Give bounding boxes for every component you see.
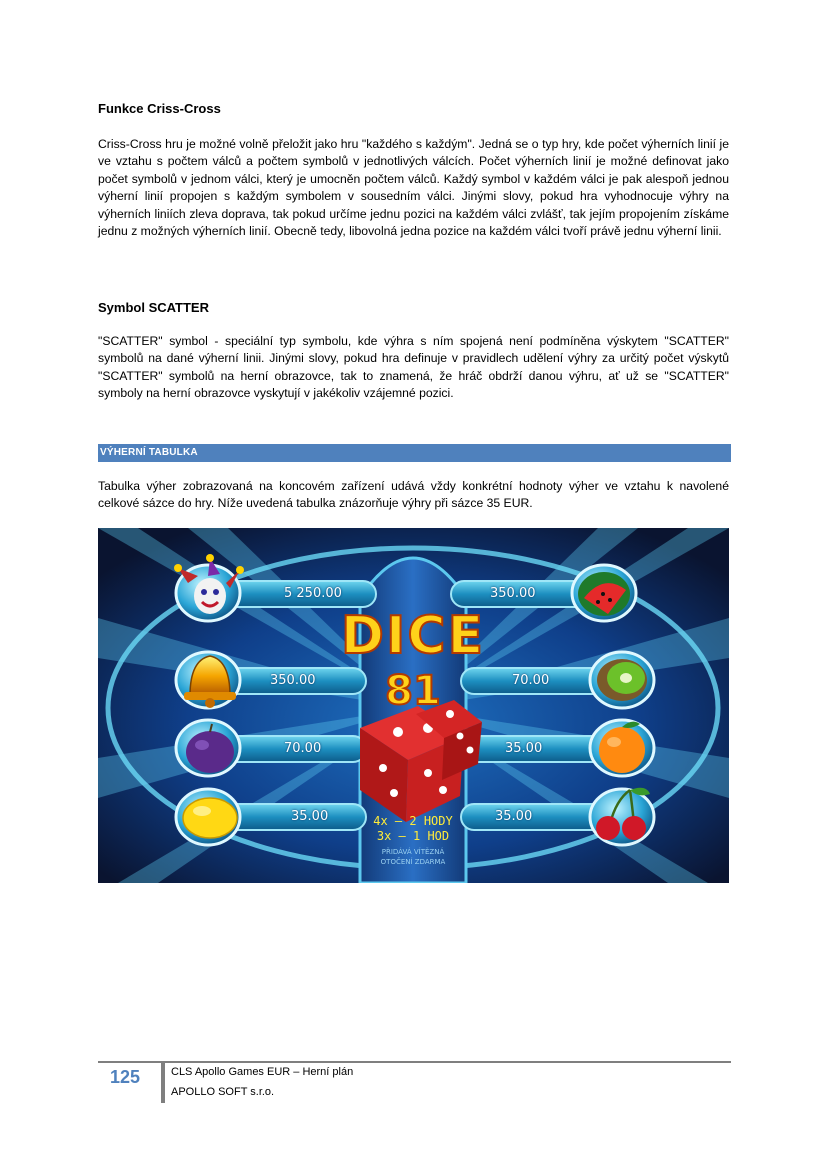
value-cherries: 35.00: [495, 809, 533, 824]
footer-title: CLS Apollo Games EUR – Herní plán: [171, 1066, 354, 1078]
value-lemon: 35.00: [291, 809, 329, 824]
heading-scatter: Symbol SCATTER: [98, 300, 209, 315]
watermelon-icon: [578, 572, 630, 616]
bonus-note-1: PŘIDÁVÁ VÍTĚZNÁ: [381, 848, 445, 856]
paragraph-criss-cross: Criss-Cross hru je možné volně přeložit jako hru "každého s každým". Jedná se o typ hry, kde počet výherních linií je ve vztahu s počtem válců a počtem symbolů v jednotlivých válcích. Počet výherních linií je možné definovat jako počet symbolů v jednom válci, který je umocněn počtem válců. Každý symbol v každém válci je pak alespoň jednou výherní linií propojen s každým symbolem v sousedním válci. Jinými slovy, pokud hra vyhodnocuje výhry na výherních liniích zleva doprava, tak pokud určíme jednu pozici na každém válci zvlášť, tak jejím propojením získáme jednu z možných výherních linií. Obecně tedy, libovolná jedna pozice na každém válci tvoří právě jednu výherní linii.: [98, 137, 729, 239]
bonus-line-2: 3x — 1 HOD: [376, 829, 450, 843]
section-band-paytable: [98, 444, 731, 462]
section-band-title: VÝHERNÍ TABULKA: [100, 447, 198, 458]
paytable-image: [98, 528, 729, 883]
bonus-line-1: 4x — 2 HODY: [373, 814, 453, 828]
kiwi-icon: [597, 659, 647, 701]
value-plum: 70.00: [284, 741, 322, 756]
lemon-icon: [183, 798, 237, 838]
value-orange: 35.00: [505, 741, 543, 756]
game-logo-dice: DICE: [340, 606, 486, 666]
page-number: 125: [110, 1067, 141, 1087]
footer-rule: [98, 1061, 731, 1063]
paragraph-scatter: "SCATTER" symbol - speciální typ symbolu, kde výhra s ním spojená není podmíněna výskytem "SCATTER" symbolů na dané výherní linii. Jinými slovy, pokud hra definuje v pravidlech udělení výhry za určitý počet výskytů "SCATTER" symbolů na herní obrazovce, tak to znamená, že hráč obdrží danou výhru, ať už se "SCATTER" symboly na herní obrazovce vyskytují v jakékoliv vzájemné pozici.: [98, 334, 729, 401]
value-joker: 5 250.00: [284, 586, 342, 601]
footer-company: APOLLO SOFT s.r.o.: [171, 1086, 275, 1098]
game-logo-81: 81: [385, 668, 441, 714]
value-bell: 350.00: [270, 673, 316, 688]
value-watermelon: 350.00: [490, 586, 536, 601]
value-kiwi: 70.00: [512, 673, 550, 688]
footer-divider: [161, 1063, 165, 1103]
paragraph-paytable: Tabulka výher zobrazovaná na koncovém zařízení udává vždy konkrétní hodnoty výher ve vztahu k navolené celkové sázce do hry. Níže uvedená tabulka znázorňuje výhry při sázce 35 EUR.: [98, 479, 729, 511]
heading-criss-cross: Funkce Criss-Cross: [98, 101, 221, 116]
bonus-note-2: OTOČENÍ ZDARMA: [380, 858, 446, 866]
